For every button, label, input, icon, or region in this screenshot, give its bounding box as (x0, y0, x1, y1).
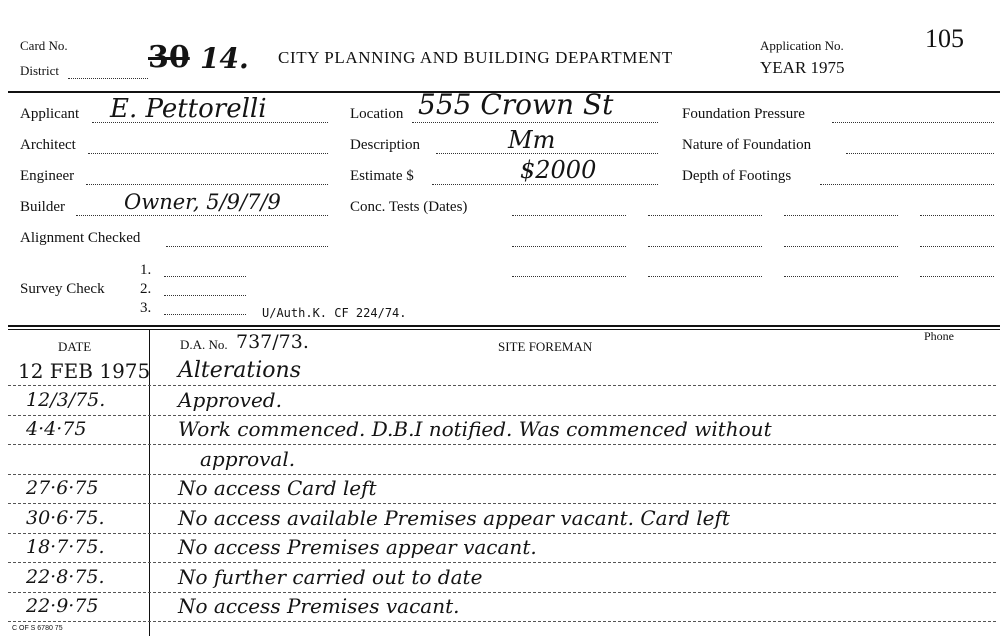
log-entry-date: 22·8·75. (26, 566, 105, 588)
log-entry-date: 4·4·75 (26, 418, 87, 440)
conc-line-12 (920, 276, 994, 277)
log-entry-date: 27·6·75 (26, 477, 99, 499)
survey-2-label: 2. (140, 281, 152, 297)
da-label: D.A. No. (180, 337, 228, 352)
conc-line-2 (512, 246, 626, 247)
da-value: 737/73. (236, 331, 309, 353)
form-code: C OF S 6780 75 (12, 625, 63, 632)
survey-label: Survey Check (20, 281, 105, 297)
survey-3-line (164, 314, 246, 315)
card-number: 14. (200, 42, 249, 75)
conc-line-7 (784, 215, 898, 216)
description-value: Mm (508, 126, 556, 154)
location-value: 555 Crown St (418, 88, 614, 121)
description-label: Description (350, 137, 420, 153)
estimate-line (432, 184, 658, 185)
log-row-rule (8, 474, 996, 475)
conc-tests-label: Conc. Tests (Dates) (350, 199, 468, 215)
conc-line-6 (648, 276, 762, 277)
log-entry-date: 22·9·75 (26, 595, 99, 617)
log-entry-note: No access Premises appear vacant. (178, 535, 537, 559)
log-entry-note: No access Premises vacant. (178, 594, 460, 618)
log-entry-note: Approved. (178, 388, 282, 412)
log-row-rule (8, 621, 996, 622)
year-label: YEAR 1975 (760, 58, 845, 77)
conc-line-4 (648, 215, 762, 216)
applicant-label: Applicant (20, 106, 80, 122)
log-entry-note: Alterations (178, 358, 301, 383)
alignment-line (166, 246, 328, 247)
survey-1-label: 1. (140, 262, 152, 278)
log-row-rule (8, 592, 996, 593)
builder-label: Builder (20, 199, 65, 215)
log-row-rule (8, 444, 996, 445)
nature-foundation-line (846, 153, 994, 154)
conc-line-1 (512, 215, 626, 216)
log-row-rule (8, 385, 996, 386)
district-line (68, 78, 148, 79)
estimate-value: $2000 (520, 156, 597, 184)
date-header: DATE (58, 339, 92, 354)
estimate-label: Estimate $ (350, 168, 414, 184)
builder-line (76, 215, 328, 216)
engineer-line (86, 184, 328, 185)
log-row-rule (8, 503, 996, 504)
log-top-rule (8, 325, 1000, 327)
log-row-rule (8, 415, 996, 416)
conc-line-9 (784, 276, 898, 277)
survey-1-line (164, 276, 246, 277)
depth-footings-line (820, 184, 994, 185)
foundation-pressure-line (832, 122, 994, 123)
engineer-label: Engineer (20, 168, 75, 184)
log-entry-note: Work commenced. D.B.I notified. Was commenced without (178, 417, 772, 441)
conc-line-10 (920, 215, 994, 216)
log-row-rule (8, 533, 996, 534)
survey-note: U/Auth.K. CF 224/74. (262, 306, 407, 320)
application-number: 105 (925, 24, 964, 53)
conc-line-5 (648, 246, 762, 247)
location-line (412, 122, 658, 123)
log-entry-date: 30·6·75. (26, 507, 105, 529)
foundation-pressure-label: Foundation Pressure (682, 106, 805, 122)
log-entry-note: No further carried out to date (178, 565, 483, 589)
log-top-rule-2 (8, 329, 1000, 330)
architect-line (88, 153, 328, 154)
card-no-label: Card No. (20, 38, 68, 53)
alignment-label: Alignment Checked (20, 230, 141, 246)
card-number-struck: 30 (148, 40, 190, 75)
survey-2-line (164, 295, 246, 296)
department-title: CITY PLANNING AND BUILDING DEPARTMENT (278, 48, 673, 67)
survey-3-label: 3. (140, 300, 152, 316)
application-label: Application No. (760, 38, 844, 53)
site-foreman-header: SITE FOREMAN (498, 339, 593, 354)
district-label: District (20, 63, 59, 78)
conc-line-3 (512, 276, 626, 277)
log-entry-date: 18·7·75. (26, 536, 105, 558)
log-entry-date: 12/3/75. (26, 389, 106, 411)
log-entry-date: 12 FEB 1975 (18, 359, 151, 383)
builder-value: Owner, 5/9/7/9 (124, 190, 281, 214)
depth-footings-label: Depth of Footings (682, 168, 792, 184)
log-entry-note: No access available Premises appear vacant. Card left (178, 506, 730, 530)
conc-line-11 (920, 246, 994, 247)
architect-label: Architect (20, 137, 76, 153)
log-row-rule (8, 562, 996, 563)
nature-foundation-label: Nature of Foundation (682, 137, 812, 153)
log-entry-note: No access Card left (178, 476, 377, 500)
phone-header: Phone (924, 329, 954, 343)
applicant-value: E. Pettorelli (110, 94, 267, 124)
location-label: Location (350, 106, 404, 122)
conc-line-8 (784, 246, 898, 247)
log-entry-note: approval. (200, 447, 296, 471)
